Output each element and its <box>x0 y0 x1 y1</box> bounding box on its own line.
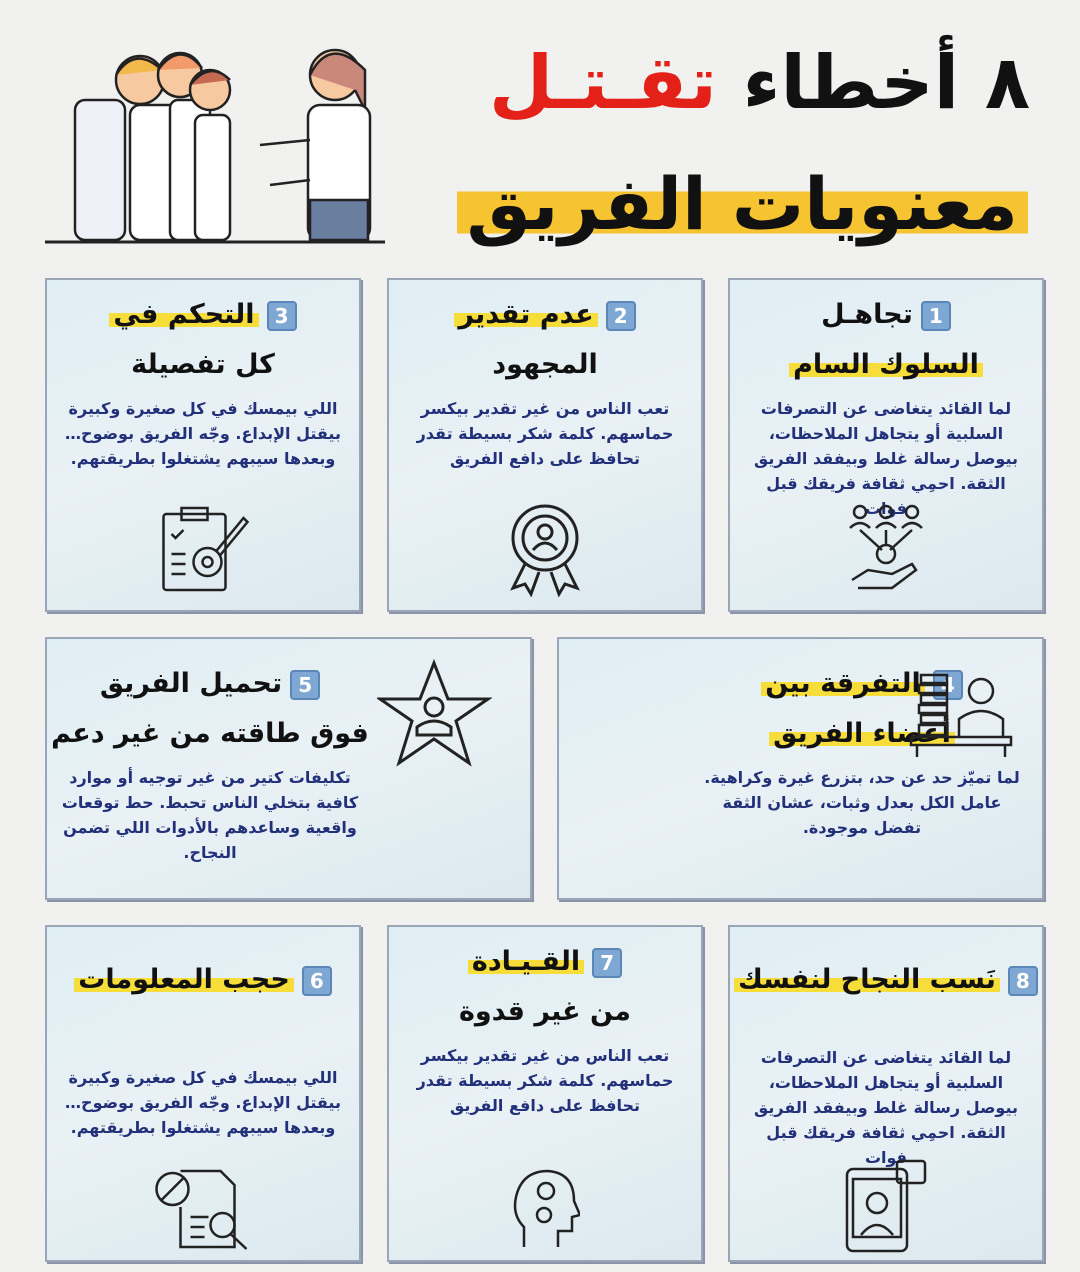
award-badge-icon <box>505 502 585 597</box>
card-8: 8نَسب النجاح لنفسك لما القائد يتغاضى عن التصرفات السلبية أو يتجاهل الملاحظات، بيوصل رسالة غلط وبيفقد الفريق الثقة. احمِي ثقافة فريقك قبل فوات <box>728 925 1044 1262</box>
title-number: ٨ <box>984 40 1030 126</box>
title-red-word: تقـتـل <box>489 40 717 126</box>
card-1: 1تجاهـل السلوك السام لما القائد يتغاضى عن التصرفات السلبية أو يتجاهل الملاحظات، بيوصل رسالة غلط وبيفقد الفريق الثقة. احمِي ثقافة فريقك قبل فوات <box>728 278 1044 612</box>
title-line-2: معنويات الفريق <box>457 160 1029 248</box>
card-3: 3التحكم في كل تفصيلة اللي بيمسك في كل صغيرة وكبيرة بيقتل الإبداع. وجّه الفريق بوضوح… وبعدها سيبهم يشتغلوا بطريقتهم. <box>45 278 361 612</box>
card-4: 4التفرقة بين أعضاء الفريق لما تميّز حد عن حد، بتزرع غيرة وكراهية. عامل الكل بعدل وثبات، عشان الثقة تفضل موجودة. <box>557 637 1044 900</box>
card-6: 6حجب المعلومات اللي بيمسك في كل صغيرة وكبيرة بيقتل الإبداع. وجّه الفريق بوضوح… وبعدها سيبهم يشتغلوا بطريقتهم. <box>45 925 361 1262</box>
title-word: أخطاء <box>742 40 960 126</box>
team-scolded-illustration <box>40 30 390 250</box>
card-5: 5تحميل الفريق فوق طاقته من غير دعم تكليفات كتير من غير توجيه أو موارد كافية بتخلي الناس تحبط. حط توقعات واقعية وساعدهم بالأدوات اللي تضمن النجاح. <box>45 637 532 900</box>
title-line-1 <box>489 40 1030 126</box>
person-desk-icon <box>909 671 1014 761</box>
blocked-document-icon <box>151 1167 256 1252</box>
clipboard-gear-icon <box>156 504 251 594</box>
card-2: 2عدم تقدير المجهود تعب الناس من غير تقدير بيكسر حماسهم. كلمة شكر بسيطة تقدر تحافظ على دافع الفريق <box>387 278 703 612</box>
card-7: 7القـيـادة من غير قدوة تعب الناس من غير تقدير بيكسر حماسهم. كلمة شكر بسيطة تقدر تحافظ على دافع الفريق <box>387 925 703 1262</box>
head-gears-icon <box>510 1165 580 1250</box>
phone-thumbs-down-icon <box>841 1159 931 1254</box>
team-hand-gear-icon <box>846 502 926 592</box>
star-person-icon <box>377 659 492 769</box>
